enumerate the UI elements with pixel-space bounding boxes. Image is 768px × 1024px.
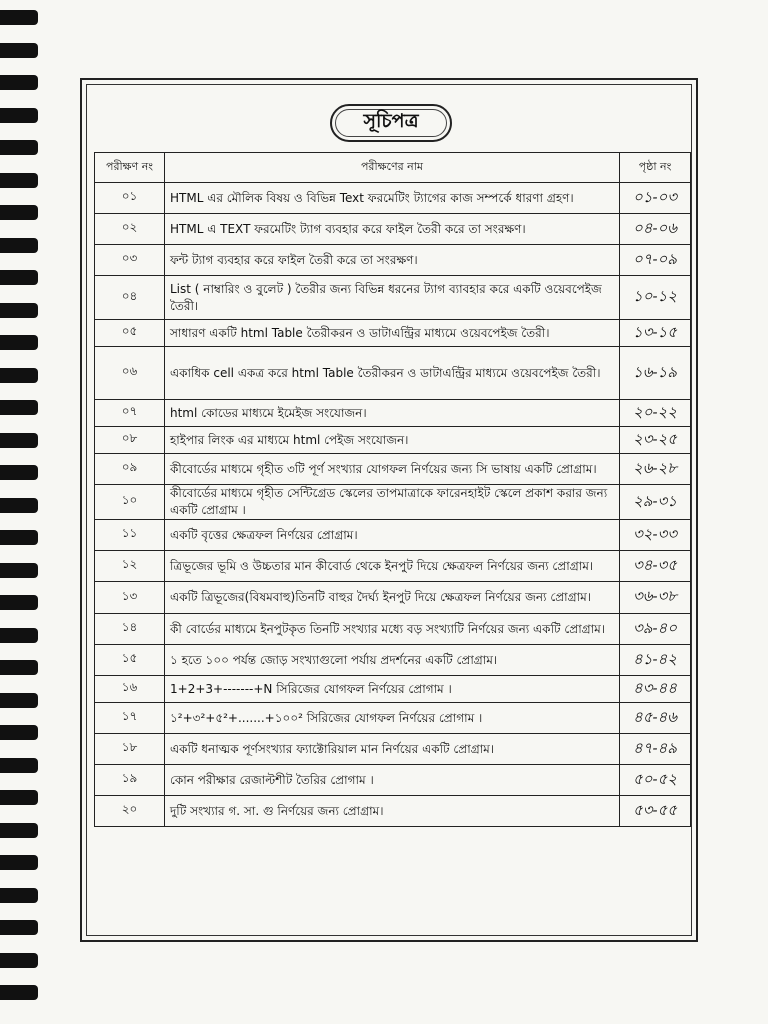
binding-ring (0, 725, 38, 740)
row-name: 1+2+3+-------+N সিরিজের যোগফল নির্ণয়ের প্রোগাম । (165, 676, 620, 703)
row-name: একটি বৃত্তের ক্ষেত্রফল নির্ণয়ের প্রোগ্রাম। (165, 520, 620, 551)
row-number: ০৬ (95, 347, 165, 400)
row-pages: ২৩-২৫ (620, 427, 691, 454)
row-pages: ৩৪-৩৫ (620, 551, 691, 582)
binding-ring (0, 920, 38, 935)
binding-ring (0, 335, 38, 350)
row-number: ১৩ (95, 582, 165, 614)
table-row (95, 551, 691, 582)
row-number: ০৯ (95, 454, 165, 485)
table-row (95, 183, 691, 214)
table-row (95, 276, 691, 320)
row-pages: ১০-১২ (620, 276, 691, 320)
table-row (95, 427, 691, 454)
binding-ring (0, 433, 38, 448)
binding-ring (0, 563, 38, 578)
row-name: কী বোর্ডের মাধ্যমে ইনপুটকৃত তিনটি সংখ্যার মধ্যে বড় সংখ্যাটি নির্ণয়ের জন্য একটি প্রোগ্রাম। (165, 614, 620, 645)
binding-ring (0, 173, 38, 188)
title-banner (330, 104, 452, 142)
row-number: ১২ (95, 551, 165, 582)
row-name: ফন্ট ট্যাগ ব্যবহার করে ফাইল তৈরী করে তা সংরক্ষণ। (165, 245, 620, 276)
table-row (95, 400, 691, 427)
page-title: সূচিপত্র (363, 110, 419, 132)
row-number: ১০ (95, 485, 165, 520)
row-name: কোন পরীক্ষার রেজাল্টশীট তৈরির প্রোগাম । (165, 765, 620, 796)
binding-ring (0, 303, 38, 318)
row-number: ০৪ (95, 276, 165, 320)
row-pages: ০৭-০৯ (620, 245, 691, 276)
table-row (95, 320, 691, 347)
row-number: ১৪ (95, 614, 165, 645)
row-pages: ৩২-৩৩ (620, 520, 691, 551)
row-name: হাইপার লিংক এর মাধ্যমে html পেইজ সংযোজন। (165, 427, 620, 454)
binding-ring (0, 368, 38, 383)
binding-ring (0, 205, 38, 220)
row-name: ত্রিভূজের ভূমি ও উচ্চতার মান কীবোর্ড থেকে ইনপুট দিয়ে ক্ষেত্রফল নির্ণয়ের জন্য প্রোগ্রাম। (165, 551, 620, 582)
binding-ring (0, 628, 38, 643)
row-number: ০৫ (95, 320, 165, 347)
table-row (95, 765, 691, 796)
row-pages: ২৬-২৮ (620, 454, 691, 485)
binding-ring (0, 660, 38, 675)
row-number: ০৭ (95, 400, 165, 427)
binding-ring (0, 465, 38, 480)
table-row (95, 645, 691, 676)
row-number: ১৮ (95, 734, 165, 765)
row-pages: ০১-০৩ (620, 183, 691, 214)
binding-ring (0, 238, 38, 253)
binding-ring (0, 790, 38, 805)
table-row (95, 614, 691, 645)
row-number: ১৯ (95, 765, 165, 796)
row-name: একাধিক cell একত্র করে html Table তৈরীকরন ও ডাটাএন্ট্রির মাধ্যমে ওয়েবপেইজ তৈরী। (165, 347, 620, 400)
row-pages: ৩৬-৩৮ (620, 582, 691, 614)
table-row (95, 703, 691, 734)
row-number: ০৩ (95, 245, 165, 276)
row-name: দুটি সংখ্যার গ. সা. গু নির্ণয়ের জন্য প্রোগ্রাম। (165, 796, 620, 827)
binding-ring (0, 10, 38, 25)
row-name: একটি ত্রিভূজের(বিষমবাহু)তিনটি বাহুর দৈর্ঘ্য ইনপুট দিয়ে ক্ষেত্রফল নির্ণয়ের জন্য প্রোগ্রাম। (165, 582, 620, 614)
row-number: ১৭ (95, 703, 165, 734)
binding-ring (0, 140, 38, 155)
row-name: সাধারণ একটি html Table তৈরীকরন ও ডাটাএন্ট্রির মাধ্যমে ওয়েবপেইজ তৈরী। (165, 320, 620, 347)
header-name: পরীক্ষণের নাম (165, 153, 620, 183)
row-pages: ১৬-১৯ (620, 347, 691, 400)
row-name: HTML এ TEXT ফরমেটিং ট্যাগ ব্যবহার করে ফাইল তৈরী করে তা সংরক্ষণ। (165, 214, 620, 245)
row-number: ০১ (95, 183, 165, 214)
binding-ring (0, 953, 38, 968)
binding-ring (0, 855, 38, 870)
binding-ring (0, 595, 38, 610)
row-pages: ০৪-০৬ (620, 214, 691, 245)
row-name: html কোডের মাধ্যমে ইমেইজ সংযোজন। (165, 400, 620, 427)
row-pages: ৩৯-৪০ (620, 614, 691, 645)
row-name: ১ হতে ১০০ পর্যন্ত জোড় সংখ্যাগুলো পর্যায় প্রদর্শনের একটি প্রোগ্রাম। (165, 645, 620, 676)
binding-ring (0, 270, 38, 285)
contents-table (94, 152, 691, 827)
row-name: কীবোর্ডের মাধ্যমে গৃহীত সেন্টিগ্রেড স্কেলের তাপমাত্রাকে ফারেনহাইট স্কেলে প্রকাশ করার জন্য একটি প্রোগ্রাম । (165, 485, 620, 520)
binding-ring (0, 108, 38, 123)
row-pages: ৫৩-৫৫ (620, 796, 691, 827)
row-number: ১১ (95, 520, 165, 551)
row-name: List ( নাম্বারিং ও বুলেট ) তৈরীর জন্য বিভিন্ন ধরনের ট্যাগ ব্যাবহার করে একটি ওয়েবপেইজ তৈরী। (165, 276, 620, 320)
table-row (95, 582, 691, 614)
table-row (95, 796, 691, 827)
row-pages: ৪১-৪২ (620, 645, 691, 676)
spiral-binding (0, 10, 40, 1020)
row-pages: ৫০-৫২ (620, 765, 691, 796)
row-pages: ২৯-৩১ (620, 485, 691, 520)
table-row (95, 734, 691, 765)
row-number: ১৬ (95, 676, 165, 703)
table-row (95, 676, 691, 703)
binding-ring (0, 75, 38, 90)
table-row (95, 454, 691, 485)
row-number: ২০ (95, 796, 165, 827)
row-pages: ৪৫-৪৬ (620, 703, 691, 734)
row-name: একটি ধনাত্মক পূর্ণসংখ্যার ফ্যাক্টোরিয়াল মান নির্ণয়ের একটি প্রোগ্রাম। (165, 734, 620, 765)
binding-ring (0, 758, 38, 773)
row-name: HTML এর মৌলিক বিষয় ও বিভিন্ন Text ফরমেটিং ট্যাগের কাজ সম্পর্কে ধারণা গ্রহণ। (165, 183, 620, 214)
row-name: ১²+৩²+৫²+.......+১০০² সিরিজের যোগফল নির্ণয়ের প্রোগাম । (165, 703, 620, 734)
binding-ring (0, 530, 38, 545)
row-pages: ৪৩-৪৪ (620, 676, 691, 703)
row-pages: ২০-২২ (620, 400, 691, 427)
table-row (95, 520, 691, 551)
row-number: ০৮ (95, 427, 165, 454)
table-row (95, 347, 691, 400)
table-row (95, 214, 691, 245)
row-number: ০২ (95, 214, 165, 245)
binding-ring (0, 498, 38, 513)
table-row (95, 245, 691, 276)
header-page: পৃষ্ঠা নং (620, 153, 691, 183)
binding-ring (0, 985, 38, 1000)
binding-ring (0, 400, 38, 415)
table-row (95, 485, 691, 520)
table-header-row (95, 153, 691, 183)
row-number: ১৫ (95, 645, 165, 676)
table-body (95, 183, 691, 827)
binding-ring (0, 693, 38, 708)
header-number: পরীক্ষণ নং (95, 153, 165, 183)
binding-ring (0, 43, 38, 58)
binding-ring (0, 888, 38, 903)
binding-ring (0, 823, 38, 838)
row-pages: ১৩-১৫ (620, 320, 691, 347)
row-name: কীবোর্ডের মাধ্যমে গৃহীত ৩টি পূর্ণ সংখ্যার যোগফল নির্ণয়ের জন্য সি ভাষায় একটি প্রোগ্রাম। (165, 454, 620, 485)
row-pages: ৪৭-৪৯ (620, 734, 691, 765)
